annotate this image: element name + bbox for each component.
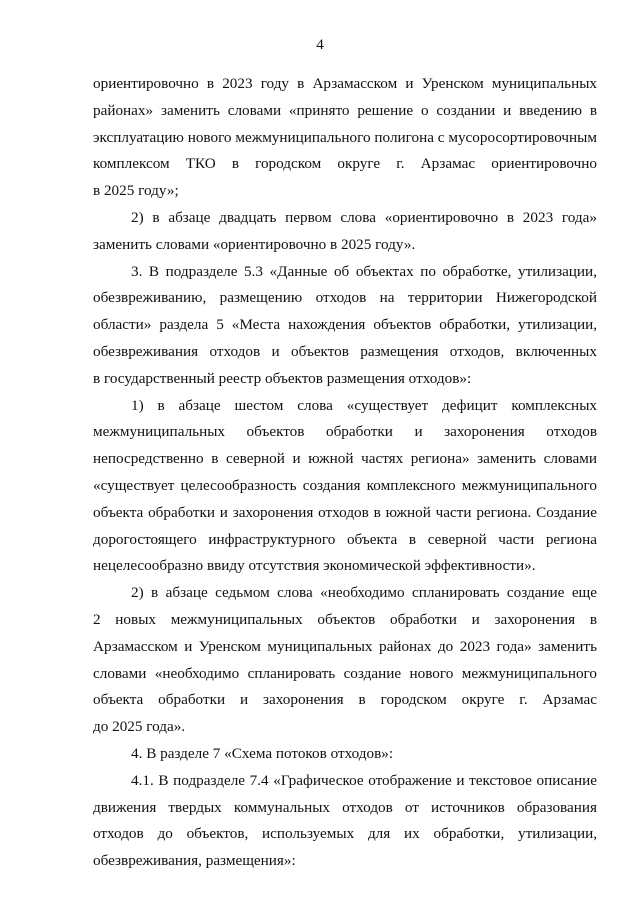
text-line: 1) в абзаце шестом слова «существует дефицит комплексных [131,396,597,414]
text-line: движения твердых коммунальных отходов от источников образования [93,798,597,816]
text-line: 2) в абзаце седьмом слова «необходимо спланировать создание еще [131,584,597,602]
text-line: заменить словами «ориентировочно в 2025 году». [93,235,416,253]
paragraph [93,71,597,205]
text-line: в 2025 году»; [93,182,179,200]
text-line: объекта обработки и захоронения в городском округе г. Арзамас [93,691,597,709]
text-line: до 2025 года». [93,718,186,736]
paragraph [93,741,597,768]
page-number: 4 [316,37,324,53]
text-line: 3. В подразделе 5.3 «Данные об объектах по обработке, утилизации, [131,262,597,280]
text-line: районах» заменить словами «принято решение о создании и введению в [93,101,597,119]
text-line: обезвреживанию, размещению отходов на территории Нижегородской [93,289,597,307]
text-line: объекта обработки и захоронения отходов в южной части региона. Создание [93,503,597,521]
text-line: 4. В разделе 7 «Схема потоков отходов»: [131,744,394,762]
text-line: обезвреживания отходов и объектов размещения отходов, включенных [93,342,597,360]
paragraph [93,580,597,741]
text-line: эксплуатацию нового межмуниципального полигона с мусоросортировочным [93,128,597,146]
text-line: комплексом ТКО в городском округе г. Арзамас ориентировочно [93,155,597,173]
text-line: отходов до объектов, используемых для их обработки, утилизации, [93,825,597,843]
text-line: нецелесообразно ввиду отсутствия экономической эффективности». [93,557,536,575]
text-line: межмуниципальных объектов обработки и захоронения отходов [93,423,597,441]
text-line: 2 новых межмуниципальных объектов обработки и захоронения в [93,610,597,628]
paragraph [93,205,597,259]
text-line: 2) в абзаце двадцать первом слова «ориентировочно в 2023 года» [131,208,597,226]
paragraph [93,393,597,581]
text-line: Арзамасском и Уренском муниципальных районах до 2023 года» заменить [93,637,597,655]
text-line: обезвреживания, размещения»: [93,852,296,870]
text-line: ориентировочно в 2023 году в Арзамасском и Уренском муниципальных [93,75,597,92]
text-line: в государственный реестр объектов размещения отходов»: [93,369,472,387]
paragraph [93,768,597,875]
text-line: «существует целесообразность создания комплексного межмуниципального [93,476,597,494]
paragraph [93,259,597,393]
text-line: дорогостоящего инфраструктурного объекта в северной части региона [93,530,597,548]
text-line: словами «необходимо спланировать создание нового межмуниципального [93,664,597,682]
text-line: области» раздела 5 «Места нахождения объектов обработки, утилизации, [93,316,597,334]
text-line: непосредственно в северной и южной частях региона» заменить словами [93,450,597,468]
document-body [93,71,597,875]
text-line: 4.1. В подразделе 7.4 «Графическое отображение и текстовое описание [131,771,597,789]
